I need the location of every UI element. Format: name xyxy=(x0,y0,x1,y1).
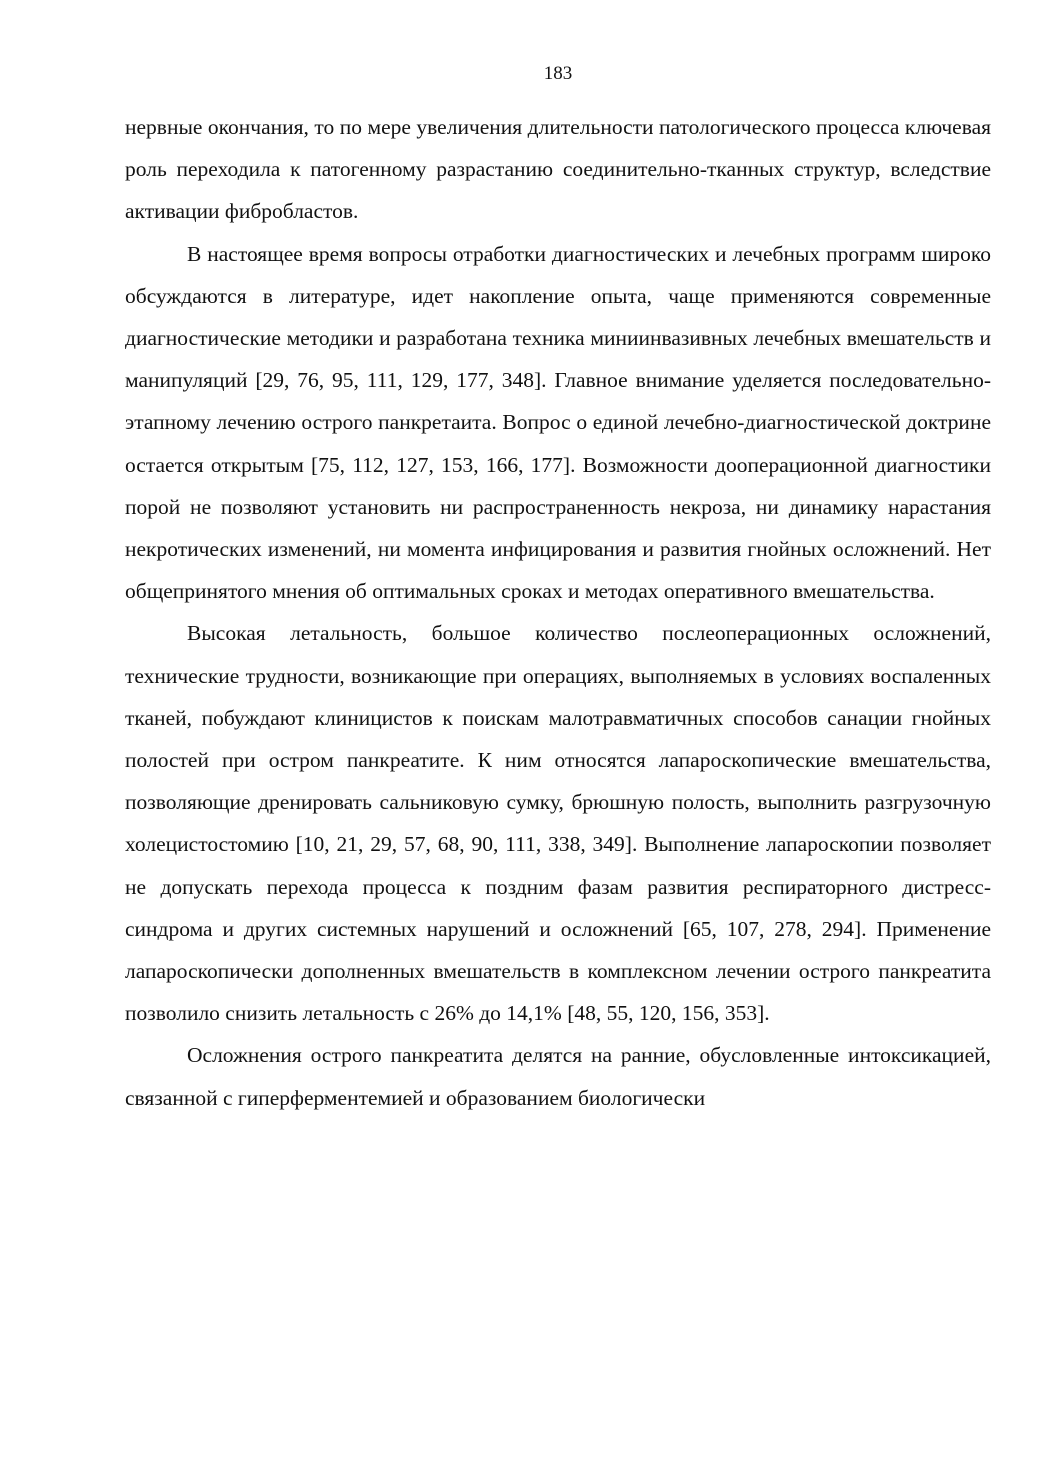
paragraph-diagnostics: В настоящее время вопросы отработки диагностических и лечебных программ широко обсуждаются в литературе, идет накопление опыта, чаще применяются современные диагностические методики и разработана техника миниинвазивных лечебных вмешательств и манипуляций [29, 76, 95, 111, 129, 177, 348]. Главное внимание уделяется последовательно-этапному лечению острого панкретаита. Вопрос о единой лечебно-диагностической доктрине остается открытым [75, 112, 127, 153, 166, 177]. Возможности дооперационной диагностики порой не позволяют установить ни распространенность некроза, ни динамику нарастания некротических изменений, ни момента инфицирования и развития гнойных осложнений. Нет общепринятого мнения об оптимальных сроках и методах оперативного вмешательства. xyxy=(125,241,991,604)
paragraph-laparoscopy: Высокая летальность, большое количество послеоперационных осложнений, технические трудности, возникающие при операциях, выполняемых в условиях воспаленных тканей, побуждают клиницистов к поискам малотравматичных способов санации гнойных полостей при остром панкреатите. К ним относятся лапароскопические вмешательства, позволяющие дренировать сальниковую сумку, брюшную полость, выполнить разгрузочную холецистостомию [10, 21, 29, 57, 68, 90, 111, 338, 349]. Выполнение лапароскопии позволяет не допускать перехода процесса к поздним фазам развития респираторного дистресс-синдрома и других системных нарушений и осложнений [65, 107, 278, 294]. Применение лапароскопически дополненных вмешательств в комплексном лечении острого панкреатита позволило снизить летальность с 26% до 14,1% [48, 55, 120, 156, 353]. xyxy=(125,621,991,1026)
body-text xyxy=(125,106,991,1119)
paragraph-complications: Осложнения острого панкреатита делятся на ранние, обусловленные интоксикацией, связанной с гиперферментемией и образованием биологически xyxy=(125,1043,991,1110)
paragraph-continuation: нервные окончания, то по мере увеличения длительности патологического процесса ключевая роль переходила к патогенному разрастанию соединительно-тканных структур, вследствие активации фибробластов. xyxy=(125,115,991,224)
page-number: 183 xyxy=(543,63,573,84)
